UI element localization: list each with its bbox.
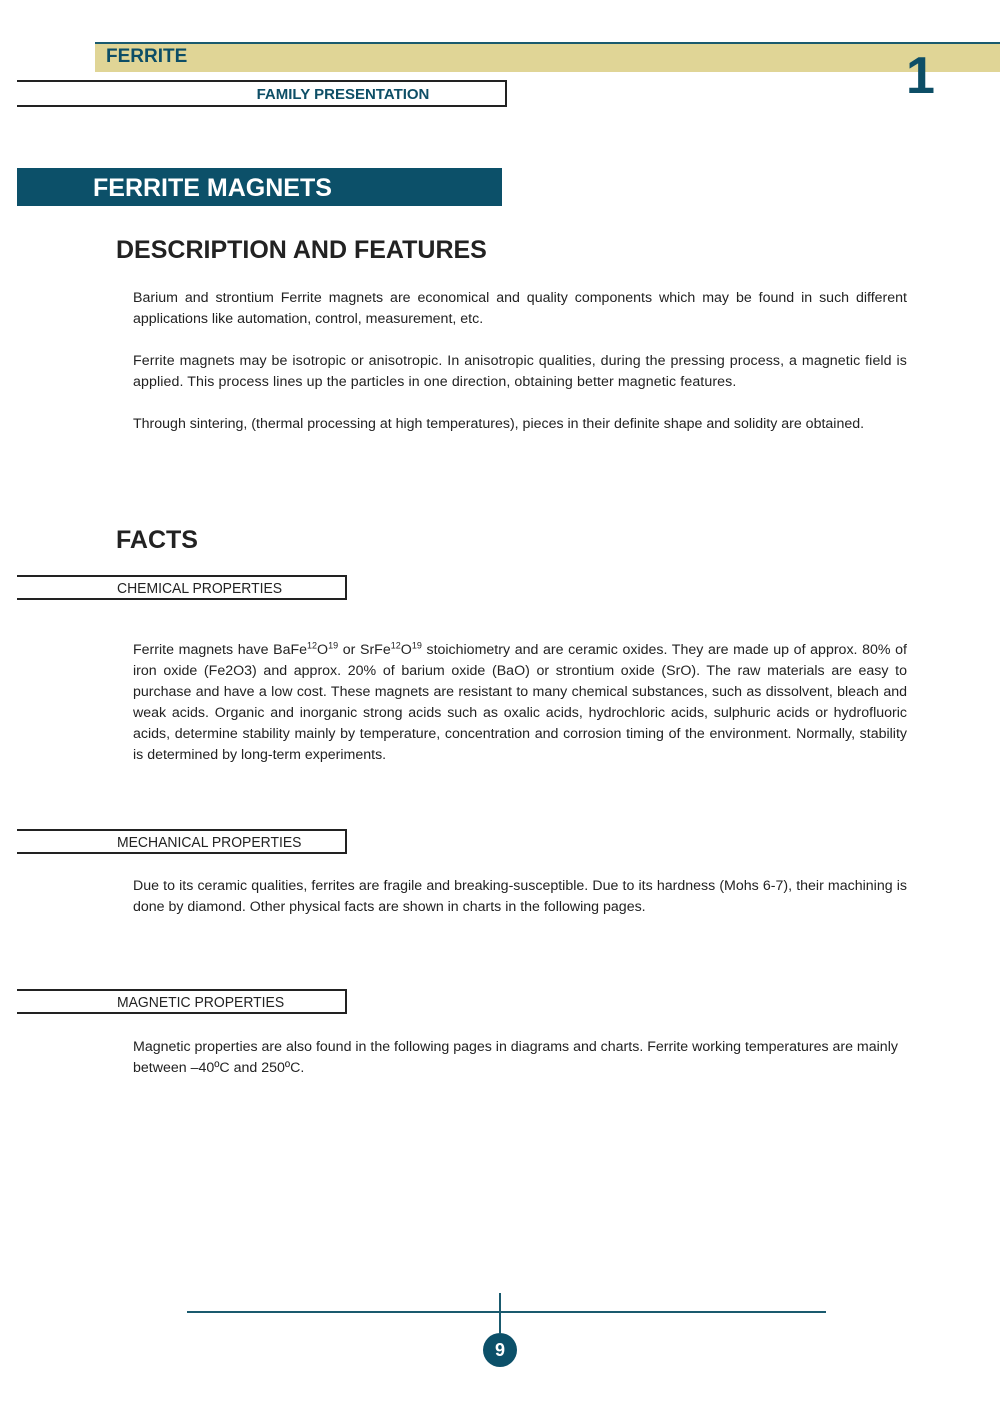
magnetic-properties-label: MAGNETIC PROPERTIES	[117, 994, 285, 1011]
description-paragraph-2: Ferrite magnets may be isotropic or anisotropic. In anisotropic qualities, during the pressing process, a magnetic field is applied. This process lines up the particles in one direction, obtaining better magnetic features.	[133, 353, 907, 390]
magnetic-properties-text: Magnetic properties are also found in the following pages in diagrams and charts. Ferrite working temperatures are mainly between –40ºC and 250ºC.	[133, 1039, 898, 1076]
chapter-number: 1	[906, 47, 935, 105]
mechanical-properties-text: Due to its ceramic qualities, ferrites are fragile and breaking-susceptible. Due to its hardness (Mohs 6-7), their machining is done by diamond. Other physical facts are shown in charts in the following pages.	[133, 878, 907, 915]
chemical-properties-text: Ferrite magnets have $BaFe^{12}O^{19}$ or $SrFe^{12}O^{19}$ stoichiometry and are ceramic oxides. They are made up of approx. 80% of iron oxide (Fe2O3) and approx. 20% of barium oxide (BaO) or strontium oxide (SrO). The raw materials are easy to purchase and have a low cost. These magnets are resistant to many chemical substances, such as dissolvent, bleach and weak acids. Organic and inorganic strong acids such as oxalic acids, hydrochloric acids, sulphuric acids or hydrofluoric acids, determine stability mainly by temperature, concentration and corrosion timing of the environment. Normally, stability is determined by long-term experiments.	[133, 640, 907, 763]
description-paragraph-1: Barium and strontium Ferrite magnets are economical and quality components which may be found in such different applications like automation, control, measurement, etc.	[133, 290, 907, 327]
header-band	[95, 42, 1000, 72]
subsection-label: FAMILY PRESENTATION	[256, 86, 430, 103]
footer-line	[187, 1311, 826, 1313]
mechanical-properties-label: MECHANICAL PROPERTIES	[117, 834, 302, 851]
page-number: 9	[483, 1333, 517, 1367]
footer-tick	[499, 1293, 501, 1333]
chemical-properties-label: CHEMICAL PROPERTIES	[117, 580, 283, 597]
section-title: FERRITE	[106, 46, 188, 67]
description-heading: DESCRIPTION AND FEATURES	[116, 236, 487, 264]
description-paragraph-3: Through sintering, (thermal processing at high temperatures), pieces in their definite shape and solidity are obtained.	[133, 416, 865, 432]
page-title: FERRITE MAGNETS	[93, 174, 332, 202]
facts-heading: FACTS	[116, 526, 198, 554]
